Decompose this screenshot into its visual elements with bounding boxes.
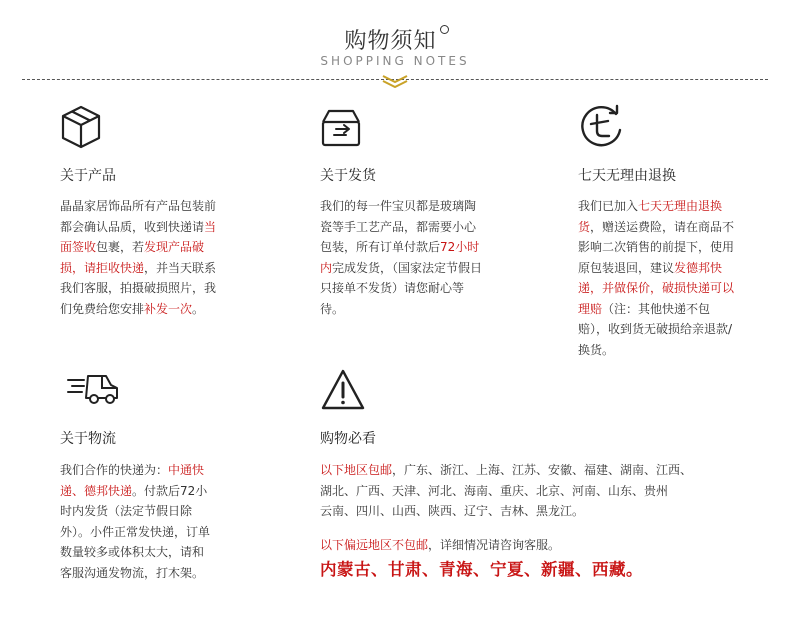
body-text: 我们合作的快递为： bbox=[60, 463, 169, 477]
highlight-text: 七天无理由退换货 bbox=[578, 199, 723, 234]
highlight-text: 补发一次 bbox=[144, 301, 193, 316]
seven-day-return-icon bbox=[578, 104, 624, 150]
warning-icon bbox=[320, 368, 366, 412]
section-title-product: 关于产品 bbox=[60, 168, 116, 184]
free-shipping-regions bbox=[320, 460, 740, 522]
body-text: 。 bbox=[192, 301, 205, 316]
highlight-text: 72小时内 bbox=[320, 240, 480, 275]
delivery-box-icon bbox=[320, 108, 362, 148]
section-title-must-read: 购物必看 bbox=[320, 431, 376, 447]
remote-regions-label: 以下偏远地区不包邮 bbox=[320, 538, 429, 552]
body-text: 我们已加入 bbox=[578, 199, 639, 213]
section-title-logistics: 关于物流 bbox=[60, 431, 116, 447]
body-text: 晶晶家居饰品所有产品包装前都会确认品质，收到快递请 bbox=[60, 199, 217, 234]
body-text: 我们的每一件宝贝都是玻璃陶瓷等手工艺产品，都需要小心包装，所有订单付款后 bbox=[320, 199, 477, 254]
body-text: ，赠送运费险，请在商品不影响二次销售的前提下，使用原包装退回，建议 bbox=[578, 219, 735, 275]
highlight-text: 发现产品破损，请拒收快递 bbox=[60, 240, 205, 275]
body-text: 包裹，若 bbox=[96, 240, 145, 254]
highlight-text: 当面签收 bbox=[60, 219, 217, 254]
body-text: 。付款后72小时内发货（法定节假日除外）。小件正常发快递，订单数量较多或体积太大，请和客服沟通发物流，打木架。 bbox=[60, 483, 211, 580]
free-shipping-label: 以下地区包邮 bbox=[320, 463, 393, 477]
section-body-product bbox=[60, 196, 220, 319]
highlight-text: 发德邦快递，并做保价，破损快递可以理赔 bbox=[578, 260, 735, 316]
free-regions-line1: ，广东、浙江、上海、江苏、安徽、福建、湖南、江西、 bbox=[392, 463, 693, 477]
box-icon bbox=[60, 104, 102, 150]
free-regions-line2: 湖北、广西、天津、河北、海南、重庆、北京、河南、山东、贵州 bbox=[320, 483, 669, 498]
remote-regions-note-text: ，详细情况请咨询客服。 bbox=[428, 538, 561, 552]
body-text: ，并当天联系我们客服，拍摄破损照片，我们免费给您安排 bbox=[60, 260, 217, 316]
section-title-shipping: 关于发货 bbox=[320, 168, 376, 184]
remote-regions-list: 内蒙古、甘肃、青海、宁夏、新疆、西藏。 bbox=[320, 560, 643, 579]
remote-regions-note bbox=[320, 535, 740, 556]
highlight-text: 中通快递、德邦快递 bbox=[60, 463, 205, 498]
body-text: （注：其他快递不包赔），收到货无破损给亲退款/换货。 bbox=[578, 301, 733, 357]
section-body-logistics bbox=[60, 460, 210, 583]
double-chevron-down-icon bbox=[380, 74, 410, 88]
section-body-shipping bbox=[320, 196, 484, 319]
section-body-returns bbox=[578, 196, 740, 360]
page-subtitle: SHOPPING NOTES bbox=[320, 54, 470, 68]
free-regions-line3: 云南、四川、山西、陕西、辽宁、吉林、黑龙江。 bbox=[320, 504, 585, 518]
body-text: 完成发货，（国家法定节假日只接单不发货）请您耐心等待。 bbox=[320, 260, 483, 316]
section-title-returns: 七天无理由退换 bbox=[578, 168, 676, 184]
ring-ornament-icon bbox=[440, 25, 449, 34]
page-title: 购物须知 bbox=[0, 24, 790, 55]
delivery-truck-icon bbox=[66, 372, 120, 406]
